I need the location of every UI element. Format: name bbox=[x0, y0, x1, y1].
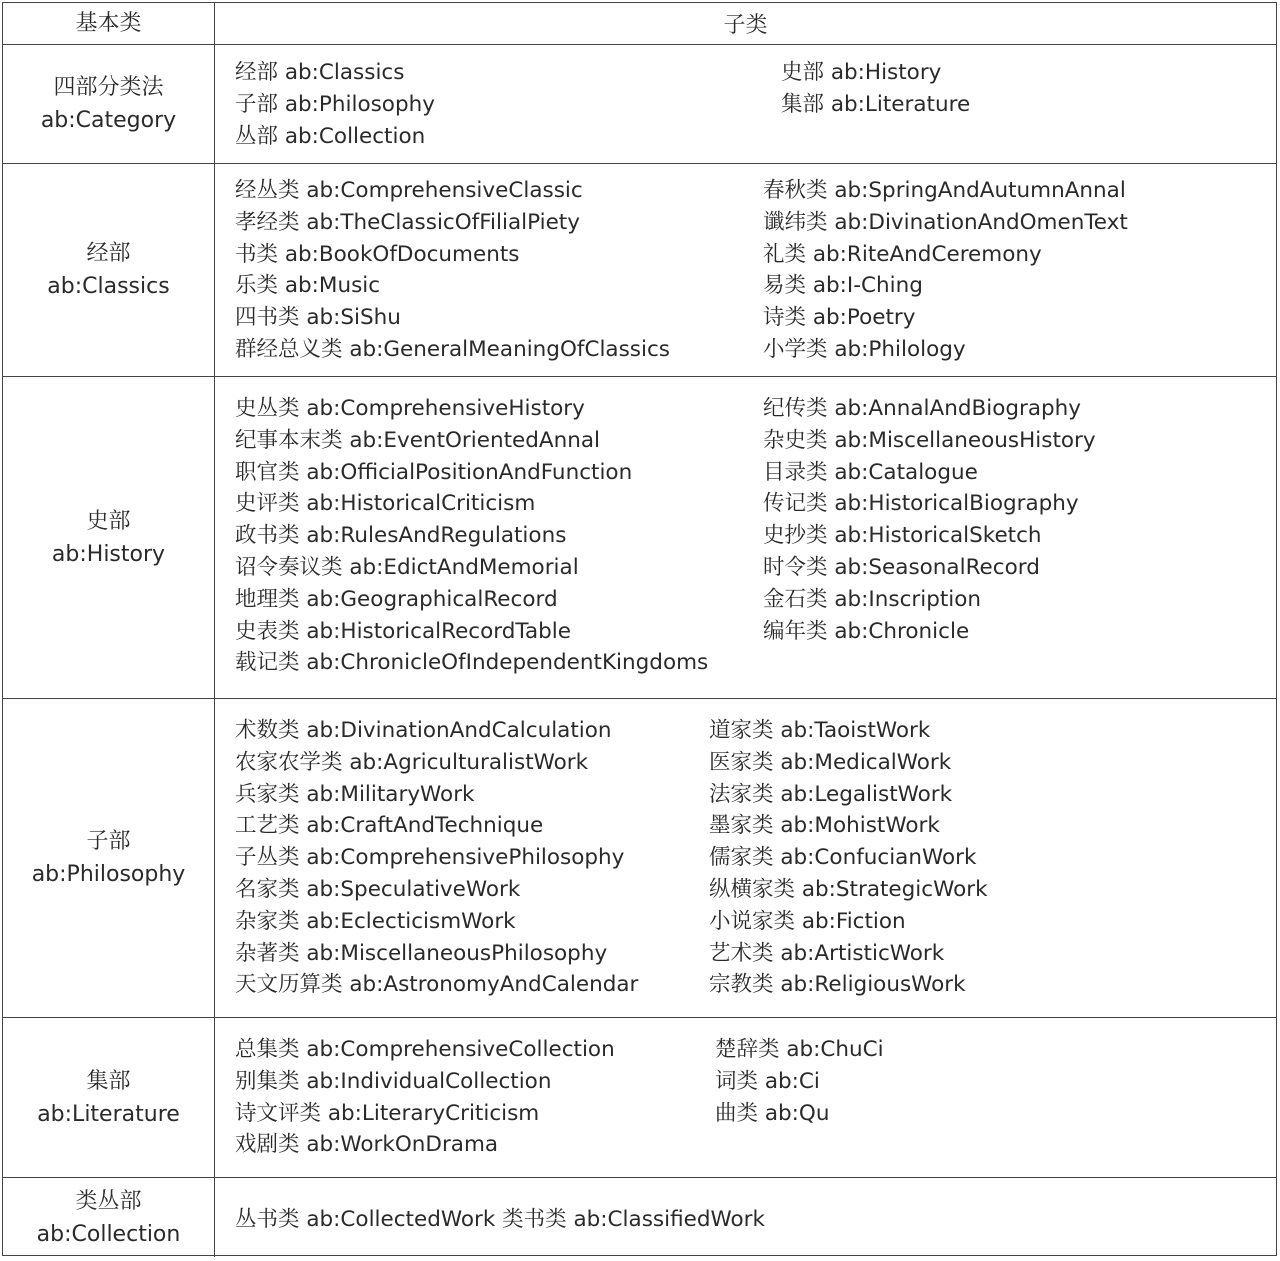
list-item: 术数类 ab:DivinationAndCalculation bbox=[235, 718, 612, 743]
list-item: 礼类 ab:RiteAndCeremony bbox=[763, 241, 1042, 267]
list-item: 总集类 ab:ComprehensiveCollection bbox=[235, 1037, 615, 1062]
list-item: 春秋类 ab:SpringAndAutumnAnnal bbox=[763, 178, 1126, 203]
list-item: 史丛类 ab:ComprehensiveHistory bbox=[235, 396, 585, 421]
list-item: 纪传类 ab:AnnalAndBiography bbox=[763, 396, 1082, 421]
list-item: 工艺类 ab:CraftAndTechnique bbox=[235, 813, 544, 839]
history-left-list bbox=[235, 393, 708, 679]
list-item: 史评类 ab:HistoricalCriticism bbox=[235, 491, 536, 517]
list-item: 杂著类 ab:MiscellaneousPhilosophy bbox=[235, 940, 608, 966]
list-item: 诗类 ab:Poetry bbox=[763, 305, 916, 331]
collection-line: 丛书类 ab:CollectedWork 类书类 ab:ClassifiedWork bbox=[235, 1207, 765, 1232]
list-item: 杂家类 ab:EclecticismWork bbox=[235, 908, 516, 934]
classics-name: 经部 bbox=[86, 241, 131, 266]
list-item: 编年类 ab:Chronicle bbox=[763, 618, 970, 644]
philosophy-left-list bbox=[235, 715, 638, 1001]
list-item: 地理类 ab:GeographicalRecord bbox=[235, 586, 558, 612]
list-item: 丛部 ab:Collection bbox=[235, 123, 426, 149]
list-item: 戏剧类 ab:WorkOnDrama bbox=[235, 1132, 499, 1158]
list-item: 孝经类 ab:TheClassicOfFilialPiety bbox=[235, 209, 580, 235]
classics-ab: ab:Classics bbox=[47, 274, 170, 299]
list-item: 小学类 ab:Philology bbox=[763, 336, 966, 362]
row-history-subs bbox=[215, 377, 1276, 698]
list-item: 杂史类 ab:MiscellaneousHistory bbox=[763, 427, 1096, 453]
row-category bbox=[3, 45, 1276, 164]
list-item: 目录类 ab:Catalogue bbox=[763, 459, 978, 485]
row-history bbox=[3, 377, 1276, 699]
list-item: 天文历算类 ab:AstronomyAndCalendar bbox=[235, 972, 639, 998]
row-collection-subs bbox=[215, 1178, 1276, 1257]
classification-table bbox=[2, 2, 1277, 1256]
list-item: 宗教类 ab:ReligiousWork bbox=[709, 972, 966, 998]
list-item: 经部 ab:Classics bbox=[235, 60, 405, 85]
row-collection-label bbox=[3, 1178, 215, 1257]
row-classics-subs bbox=[215, 164, 1276, 376]
list-item: 载记类 ab:ChronicleOfIndependentKingdoms bbox=[235, 650, 709, 676]
list-item: 纪事本末类 ab:EventOrientedAnnal bbox=[235, 427, 600, 453]
list-item: 时令类 ab:SeasonalRecord bbox=[763, 554, 1040, 580]
list-item: 四书类 ab:SiShu bbox=[235, 305, 401, 331]
category-right-list bbox=[781, 57, 970, 121]
list-item: 词类 ab:Ci bbox=[715, 1068, 820, 1094]
row-classics-label bbox=[3, 164, 215, 376]
literature-left-list bbox=[235, 1034, 615, 1161]
philosophy-name: 子部 bbox=[86, 829, 131, 854]
row-literature bbox=[3, 1018, 1276, 1178]
header-sub: 子类 bbox=[723, 13, 768, 38]
row-history-label bbox=[3, 377, 215, 698]
row-literature-label bbox=[3, 1018, 215, 1177]
list-item: 道家类 ab:TaoistWork bbox=[709, 718, 931, 743]
list-item: 史抄类 ab:HistoricalSketch bbox=[763, 523, 1042, 549]
classics-left-list bbox=[235, 175, 670, 366]
row-classics bbox=[3, 164, 1276, 377]
header-basic: 基本类 bbox=[3, 3, 215, 44]
row-literature-subs bbox=[215, 1018, 1276, 1177]
list-item: 群经总义类 ab:GeneralMeaningOfClassics bbox=[235, 336, 671, 362]
list-item: 艺术类 ab:ArtisticWork bbox=[709, 940, 945, 966]
history-name: 史部 bbox=[86, 508, 131, 534]
list-item: 金石类 ab:Inscription bbox=[763, 586, 982, 612]
row-category-label bbox=[3, 45, 215, 163]
classics-right-list bbox=[763, 175, 1128, 366]
list-item: 曲类 ab:Qu bbox=[715, 1100, 830, 1126]
literature-ab: ab:Literature bbox=[37, 1101, 180, 1127]
list-item: 乐类 ab:Music bbox=[235, 273, 381, 299]
list-item: 楚辞类 ab:ChuCi bbox=[715, 1037, 884, 1062]
category-ab: ab:Category bbox=[40, 108, 177, 133]
list-item: 政书类 ab:RulesAndRegulations bbox=[235, 523, 567, 549]
list-item: 谶纬类 ab:DivinationAndOmenText bbox=[763, 209, 1128, 235]
literature-right-list bbox=[715, 1034, 884, 1129]
history-right-list bbox=[763, 393, 1096, 647]
list-item: 职官类 ab:OfficialPositionAndFunction bbox=[235, 459, 633, 485]
list-item: 兵家类 ab:MilitaryWork bbox=[235, 781, 475, 807]
header-row bbox=[3, 3, 1276, 45]
collection-name: 类丛部 bbox=[75, 1188, 142, 1214]
list-item: 儒家类 ab:ConfucianWork bbox=[709, 845, 977, 871]
list-item: 子丛类 ab:ComprehensivePhilosophy bbox=[235, 845, 625, 871]
list-item: 纵横家类 ab:StrategicWork bbox=[709, 876, 988, 902]
collection-ab: ab:Collection bbox=[36, 1221, 181, 1247]
row-collection bbox=[3, 1178, 1276, 1257]
row-philosophy bbox=[3, 699, 1276, 1018]
list-item: 集部 ab:Literature bbox=[781, 91, 971, 117]
list-item: 传记类 ab:HistoricalBiography bbox=[763, 491, 1079, 517]
row-category-subs bbox=[215, 45, 1276, 163]
list-item: 名家类 ab:SpeculativeWork bbox=[235, 876, 521, 902]
list-item: 法家类 ab:LegalistWork bbox=[709, 781, 953, 807]
row-philosophy-subs bbox=[215, 699, 1276, 1017]
category-name: 四部分类法 bbox=[53, 75, 164, 100]
row-philosophy-label bbox=[3, 699, 215, 1017]
list-item: 史表类 ab:HistoricalRecordTable bbox=[235, 618, 571, 644]
philosophy-ab: ab:Philosophy bbox=[31, 862, 186, 887]
list-item: 小说家类 ab:Fiction bbox=[709, 908, 906, 934]
list-item: 医家类 ab:MedicalWork bbox=[709, 749, 952, 775]
list-item: 农家农学类 ab:AgriculturalistWork bbox=[235, 749, 589, 775]
list-item: 诏令奏议类 ab:EdictAndMemorial bbox=[235, 554, 579, 580]
list-item: 经丛类 ab:ComprehensiveClassic bbox=[235, 178, 583, 203]
list-item: 别集类 ab:IndividualCollection bbox=[235, 1068, 552, 1094]
philosophy-right-list bbox=[709, 715, 988, 1001]
list-item: 墨家类 ab:MohistWork bbox=[709, 813, 940, 839]
list-item: 书类 ab:BookOfDocuments bbox=[235, 241, 520, 267]
history-ab: ab:History bbox=[51, 541, 166, 567]
list-item: 史部 ab:History bbox=[781, 60, 942, 85]
list-item: 子部 ab:Philosophy bbox=[235, 91, 435, 117]
category-left-list bbox=[235, 57, 435, 152]
literature-name: 集部 bbox=[86, 1068, 131, 1094]
list-item: 诗文评类 ab:LiteraryCriticism bbox=[235, 1100, 540, 1126]
list-item: 易类 ab:I-Ching bbox=[763, 273, 923, 299]
